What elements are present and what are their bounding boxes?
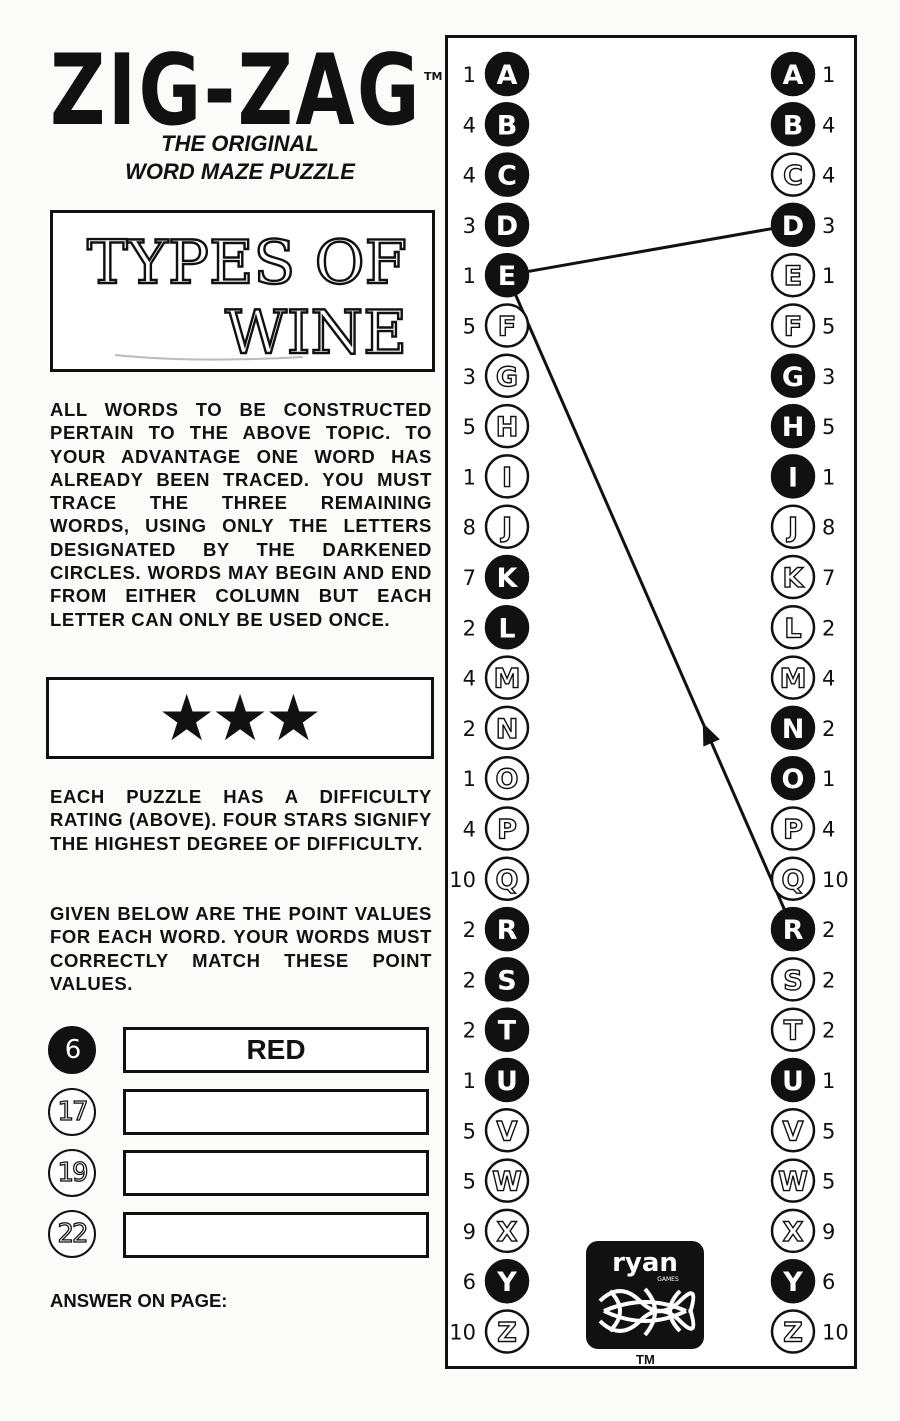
letter-label: T — [497, 1015, 517, 1047]
topic-line-2: WINE — [225, 298, 407, 368]
letter-label: Z — [783, 1317, 803, 1349]
left-letter-T[interactable] — [486, 1009, 528, 1051]
letter-label: P — [497, 814, 517, 846]
right-letter-K[interactable] — [772, 556, 814, 598]
right-letter-F[interactable] — [772, 305, 814, 347]
letter-label: D — [495, 210, 519, 242]
letter-label: S — [783, 965, 803, 997]
letter-label: D — [781, 210, 805, 242]
answer-field-1[interactable]: RED — [123, 1027, 429, 1073]
right-point-value: 7 — [822, 566, 836, 590]
right-point-value: 9 — [822, 1219, 836, 1244]
left-point-value: 4 — [462, 817, 476, 842]
left-point-value: 4 — [462, 666, 476, 691]
letter-label: U — [496, 1066, 518, 1097]
right-point-value: 5 — [822, 1119, 836, 1144]
left-point-value: 5 — [462, 415, 476, 440]
letter-label: F — [497, 311, 517, 343]
right-letter-W[interactable] — [772, 1160, 814, 1202]
traced-path-line — [507, 225, 793, 929]
instructions-text: ALL WORDS TO BE CONSTRUCTED PERTAIN TO THE ABOVE TOPIC. TO YOUR ADVANTAGE ONE WORD HAS ALREADY BEEN TRACED. YOU MUST TRACE THE THREE REMAINING WORDS, USING ONLY THE LETTERS DESIGNATED BY THE DARKENED CIRCLES. WORDS MAY BEGIN AND END FROM EITHER COLUMN BUT EACH LETTER CAN ONLY BE USED ONCE. — [50, 399, 432, 630]
right-letter-X[interactable] — [772, 1210, 814, 1252]
letter-label: E — [497, 261, 517, 293]
left-point-value: 1 — [462, 767, 476, 792]
right-letter-E[interactable] — [772, 254, 814, 296]
right-letter-C[interactable] — [772, 154, 814, 196]
right-letter-I[interactable] — [772, 455, 814, 497]
left-point-value: 1 — [462, 63, 476, 87]
letter-label: V — [496, 1116, 518, 1148]
letter-label: U — [782, 1066, 804, 1097]
letter-label: Q — [781, 864, 805, 896]
right-point-value: 4 — [822, 666, 836, 691]
left-point-value: 1 — [462, 1069, 476, 1093]
right-point-value: 1 — [822, 264, 836, 289]
left-point-value: 5 — [462, 314, 476, 339]
answer-on-page-label: ANSWER ON PAGE: — [50, 1290, 228, 1311]
letter-label: L — [784, 613, 802, 645]
letter-label: T — [783, 1015, 803, 1047]
left-letter-X[interactable] — [486, 1210, 528, 1252]
letter-label: N — [781, 713, 805, 745]
letter-label: Q — [495, 864, 519, 896]
star-icon: ★ — [264, 682, 323, 754]
left-point-value: 2 — [462, 968, 476, 993]
right-letter-G[interactable] — [772, 355, 814, 397]
letter-label: I — [787, 462, 799, 494]
letter-label: B — [782, 110, 804, 142]
right-point-value: 4 — [822, 817, 836, 842]
logo-text: ZIG-ZAG — [50, 36, 422, 136]
right-point-value: 3 — [822, 364, 836, 389]
letter-label: C — [783, 160, 803, 192]
letter-label: R — [782, 915, 804, 947]
left-point-value: 5 — [462, 1119, 476, 1144]
ryan-games-logo — [586, 1241, 704, 1349]
left-point-value: 2 — [462, 616, 476, 641]
points-badge-3: 19 — [48, 1149, 96, 1197]
letter-label: A — [496, 60, 518, 91]
letter-label: L — [498, 613, 516, 645]
letter-label: C — [497, 160, 517, 192]
left-letter-U[interactable] — [486, 1059, 528, 1101]
right-point-value: 4 — [822, 113, 836, 138]
letter-label: X — [782, 1216, 804, 1248]
letter-label: X — [496, 1216, 518, 1248]
left-letter-V[interactable] — [486, 1109, 528, 1151]
left-point-value: 7 — [462, 566, 476, 590]
subtitle-line-1: THE ORIGINAL — [161, 131, 319, 156]
right-letter-R[interactable] — [772, 908, 814, 950]
left-letter-E[interactable] — [486, 254, 528, 296]
left-point-value: 2 — [462, 716, 476, 741]
left-point-value: 5 — [462, 1169, 476, 1194]
subtitle-line-2: WORD MAZE PUZZLE — [125, 159, 355, 184]
right-point-value: 3 — [822, 213, 836, 238]
right-point-value: 1 — [822, 1069, 836, 1093]
left-letter-Z[interactable] — [486, 1311, 528, 1353]
right-point-value: 2 — [822, 716, 836, 741]
right-letter-H[interactable] — [772, 405, 814, 447]
right-letter-P[interactable] — [772, 808, 814, 850]
left-letter-H[interactable] — [486, 405, 528, 447]
right-point-value: 1 — [822, 767, 836, 792]
points-badge-4: 22 — [48, 1210, 96, 1258]
left-letter-F[interactable] — [486, 305, 528, 347]
left-letter-I[interactable] — [486, 455, 528, 497]
left-letter-C[interactable] — [486, 154, 528, 196]
right-point-value: 5 — [822, 415, 836, 440]
left-point-value: 6 — [462, 1270, 476, 1295]
left-letter-O[interactable] — [486, 757, 528, 799]
right-point-value: 5 — [822, 1169, 836, 1194]
right-letter-U[interactable] — [772, 1059, 814, 1101]
points-badge-2: 17 — [48, 1088, 96, 1136]
letter-label: W — [492, 1166, 522, 1198]
right-letter-O[interactable] — [772, 757, 814, 799]
left-point-value: 10 — [449, 867, 476, 892]
right-letter-Q[interactable] — [772, 858, 814, 900]
right-letter-T[interactable] — [772, 1009, 814, 1051]
points-badge-1: 6 — [48, 1026, 96, 1074]
letter-label: K — [496, 563, 518, 594]
star-icon: ★ — [157, 682, 216, 754]
left-letter-P[interactable] — [486, 808, 528, 850]
letter-label: O — [781, 764, 805, 796]
left-letter-S[interactable] — [486, 958, 528, 1000]
left-letter-G[interactable] — [486, 355, 528, 397]
right-letter-Z[interactable] — [772, 1311, 814, 1353]
right-letter-Y[interactable] — [772, 1260, 814, 1302]
right-letter-M[interactable] — [772, 657, 814, 699]
star-icon: ★ — [211, 682, 269, 754]
letter-label: Z — [497, 1317, 517, 1349]
right-point-value: 5 — [822, 314, 836, 339]
left-letter-R[interactable] — [486, 908, 528, 950]
left-point-value: 1 — [462, 465, 476, 490]
left-point-value: 3 — [462, 364, 476, 389]
left-letter-N[interactable] — [486, 707, 528, 749]
path-arrow-icon — [703, 723, 720, 747]
topic-line-1: TYPES OF — [87, 228, 407, 298]
letter-label: W — [778, 1166, 808, 1198]
right-letter-N[interactable] — [772, 707, 814, 749]
right-point-value: 10 — [822, 867, 849, 892]
right-point-value: 1 — [822, 465, 836, 490]
points-text: GIVEN BELOW ARE THE POINT VALUES FOR EACH WORD. YOUR WORDS MUST CORRECTLY MATCH THESE POINT VALUES. — [50, 903, 432, 994]
letter-label: V — [782, 1116, 804, 1148]
letter-label: J — [787, 512, 799, 544]
right-letter-D[interactable] — [772, 204, 814, 246]
brand-sub: GAMES — [657, 1276, 679, 1283]
letter-label: E — [783, 261, 803, 293]
letter-label: F — [783, 311, 803, 343]
left-letter-Q[interactable] — [486, 858, 528, 900]
left-letter-J[interactable] — [486, 506, 528, 548]
right-letter-J[interactable] — [772, 506, 814, 548]
letter-label: Y — [783, 1267, 803, 1299]
right-letter-V[interactable] — [772, 1109, 814, 1151]
letter-label: H — [781, 412, 805, 444]
left-letter-M[interactable] — [486, 657, 528, 699]
left-letter-K[interactable] — [486, 556, 528, 598]
left-letter-L[interactable] — [486, 606, 528, 648]
letter-label: A — [782, 60, 804, 91]
letter-label: M — [493, 663, 521, 695]
right-point-value: 2 — [822, 918, 836, 943]
letter-label: R — [496, 915, 518, 947]
right-letter-B[interactable] — [772, 103, 814, 145]
left-point-value: 4 — [462, 113, 476, 138]
left-letter-D[interactable] — [486, 204, 528, 246]
letter-label: H — [495, 412, 519, 444]
left-letter-W[interactable] — [486, 1160, 528, 1202]
right-letter-L[interactable] — [772, 606, 814, 648]
letter-label: M — [779, 663, 807, 695]
letter-label: J — [501, 512, 513, 544]
left-point-value: 8 — [462, 515, 476, 540]
difficulty-text: EACH PUZZLE HAS A DIFFICULTY RATING (ABOVE). FOUR STARS SIGNIFY THE HIGHEST DEGREE OF DIFFICULTY. — [50, 786, 432, 854]
letter-label: I — [501, 462, 513, 494]
brand-name: ryan — [612, 1248, 678, 1278]
letter-label: B — [496, 110, 518, 142]
letter-label: N — [495, 713, 519, 745]
letter-label: G — [495, 361, 519, 393]
left-point-value: 4 — [462, 163, 476, 188]
right-point-value: 2 — [822, 1018, 836, 1043]
left-point-value: 2 — [462, 918, 476, 943]
logo-trademark: TM — [424, 70, 443, 83]
brand-trademark: TM — [636, 1352, 655, 1367]
letter-label: G — [781, 361, 805, 393]
right-point-value: 8 — [822, 515, 836, 540]
right-point-value: 1 — [822, 63, 836, 87]
right-letter-S[interactable] — [772, 958, 814, 1000]
left-point-value: 1 — [462, 264, 476, 289]
left-letter-Y[interactable] — [486, 1260, 528, 1302]
right-point-value: 4 — [822, 163, 836, 188]
left-point-value: 9 — [462, 1219, 476, 1244]
letter-label: S — [497, 965, 517, 997]
right-point-value: 2 — [822, 616, 836, 641]
left-point-value: 10 — [449, 1320, 476, 1345]
left-point-value: 2 — [462, 1018, 476, 1043]
letter-label: O — [495, 764, 519, 796]
letter-label: P — [783, 814, 803, 846]
left-letter-A[interactable] — [486, 53, 528, 95]
right-point-value: 2 — [822, 968, 836, 993]
letter-label: K — [782, 563, 804, 594]
right-point-value: 10 — [822, 1320, 849, 1345]
left-point-value: 3 — [462, 213, 476, 238]
left-letter-B[interactable] — [486, 103, 528, 145]
right-point-value: 6 — [822, 1270, 836, 1295]
letter-label: Y — [497, 1267, 517, 1299]
right-letter-A[interactable] — [772, 53, 814, 95]
